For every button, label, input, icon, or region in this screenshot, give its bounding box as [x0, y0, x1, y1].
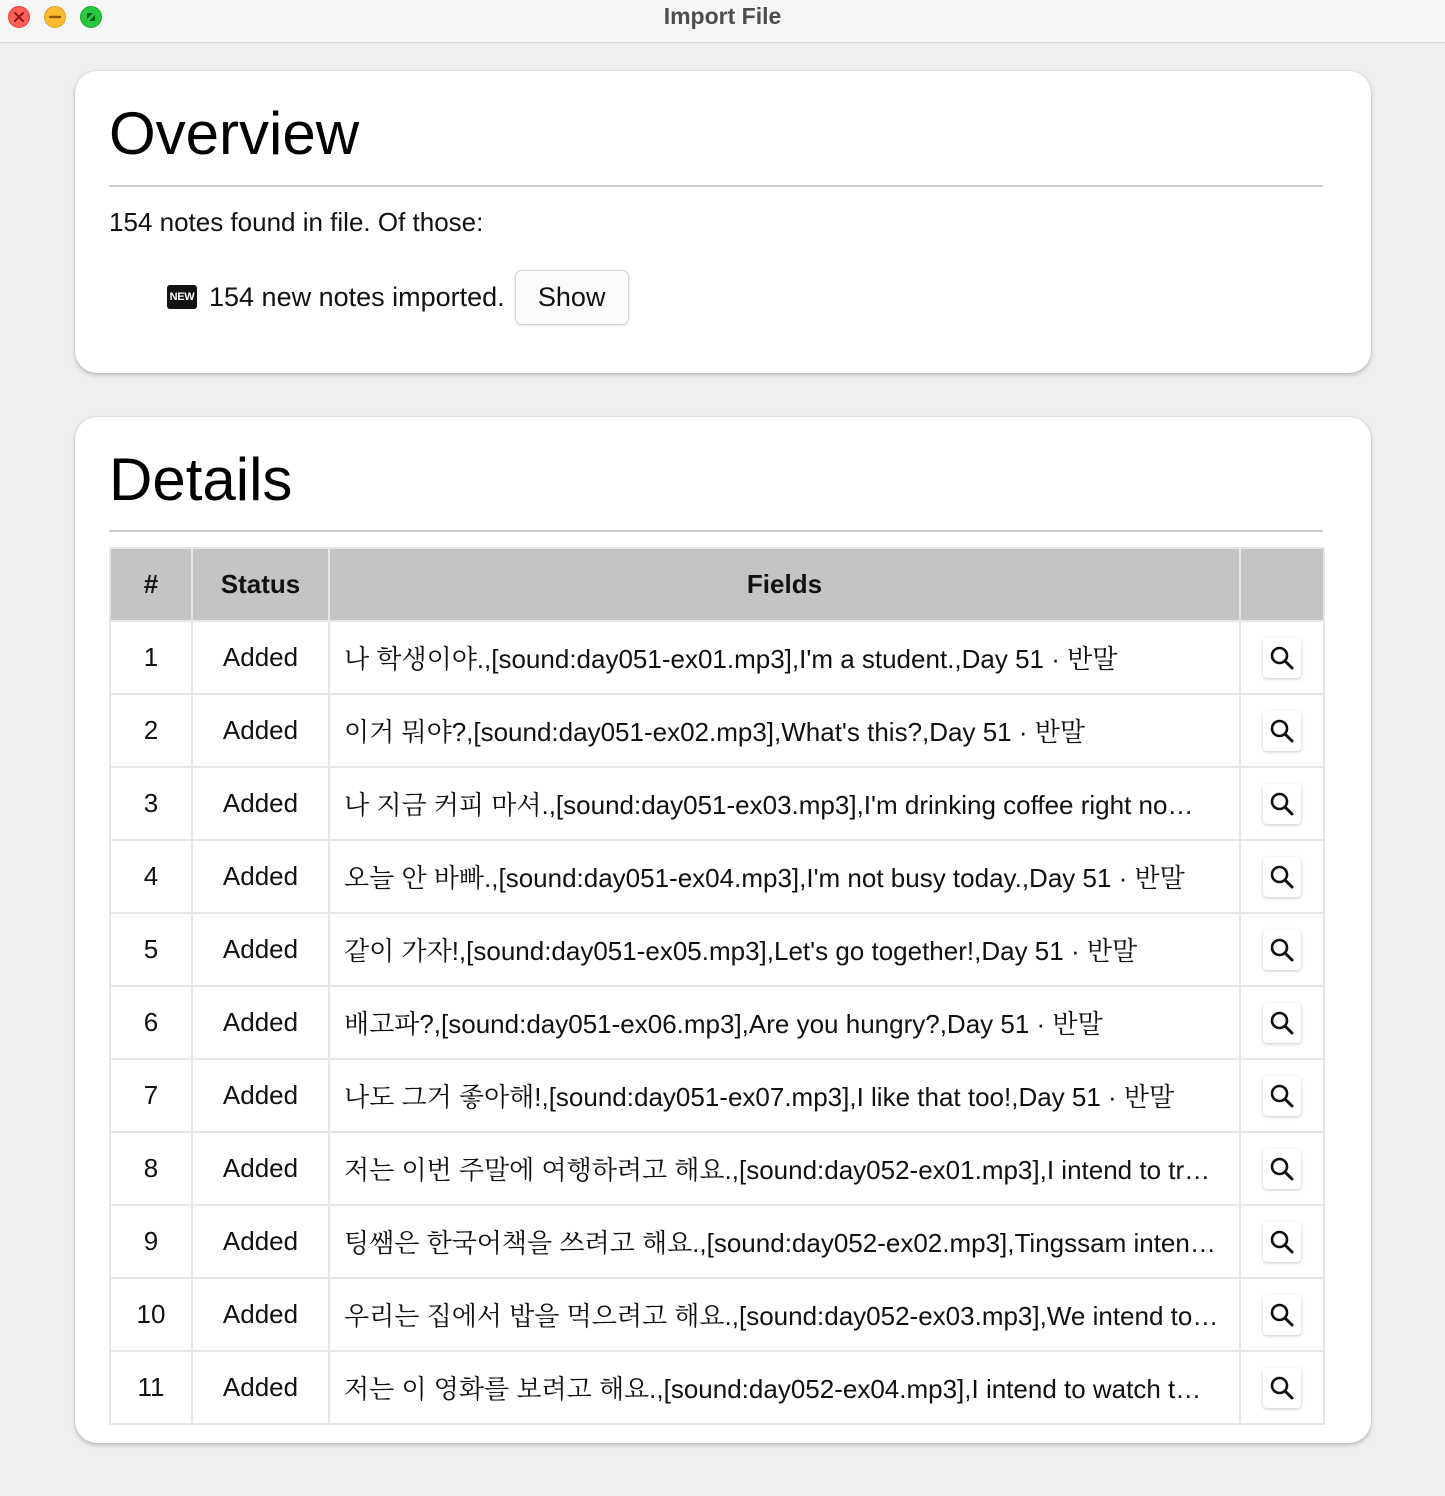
row-number: 8: [110, 1132, 192, 1205]
details-heading: Details: [109, 446, 293, 513]
row-status: Added: [192, 913, 329, 986]
row-number: 9: [110, 1205, 192, 1278]
row-fields: 이거 뭐야?,[sound:day051-ex02.mp3],What's this?,Day 51 · 반말: [329, 694, 1240, 767]
row-status: Added: [192, 1278, 329, 1351]
new-badge-icon: NEW: [167, 285, 197, 309]
table-row[interactable]: [110, 1205, 1324, 1278]
row-fields: 나 학생이야.,[sound:day051-ex01.mp3],I'm a student.,Day 51 · 반말: [329, 621, 1240, 694]
overview-card: [75, 71, 1371, 373]
search-icon: [1268, 717, 1296, 745]
row-fields: 오늘 안 바빠.,[sound:day051-ex04.mp3],I'm not busy today.,Day 51 · 반말: [329, 840, 1240, 913]
row-number: 4: [110, 840, 192, 913]
show-button[interactable]: Show: [515, 270, 629, 325]
column-header-number: #: [110, 548, 192, 621]
row-status: Added: [192, 694, 329, 767]
row-action-cell: [1240, 621, 1324, 694]
row-status: Added: [192, 1205, 329, 1278]
overview-divider: [109, 185, 1323, 187]
search-icon: [1268, 1082, 1296, 1110]
table-row[interactable]: [110, 767, 1324, 840]
row-action-cell: [1240, 1278, 1324, 1351]
column-header-action: [1240, 548, 1324, 621]
search-icon: [1268, 790, 1296, 818]
row-search-button[interactable]: [1263, 1368, 1301, 1408]
search-icon: [1268, 1301, 1296, 1329]
details-divider: [109, 530, 1323, 532]
row-fields: 저는 이번 주말에 여행하려고 해요.,[sound:day052-ex01.mp3],I intend to tr…: [329, 1132, 1240, 1205]
row-fields: 같이 가자!,[sound:day051-ex05.mp3],Let's go together!,Day 51 · 반말: [329, 913, 1240, 986]
row-status: Added: [192, 621, 329, 694]
table-row[interactable]: [110, 1059, 1324, 1132]
table-row[interactable]: [110, 694, 1324, 767]
row-action-cell: [1240, 1132, 1324, 1205]
row-number: 5: [110, 913, 192, 986]
column-header-fields: Fields: [329, 548, 1240, 621]
row-number: 2: [110, 694, 192, 767]
table-row[interactable]: [110, 1132, 1324, 1205]
row-number: 6: [110, 986, 192, 1059]
search-icon: [1268, 1228, 1296, 1256]
row-search-button[interactable]: [1263, 1076, 1301, 1116]
row-number: 11: [110, 1351, 192, 1424]
table-row[interactable]: [110, 840, 1324, 913]
row-action-cell: [1240, 986, 1324, 1059]
column-header-status: Status: [192, 548, 329, 621]
row-action-cell: [1240, 767, 1324, 840]
row-action-cell: [1240, 913, 1324, 986]
table-row[interactable]: [110, 1278, 1324, 1351]
row-status: Added: [192, 767, 329, 840]
row-fields: 우리는 집에서 밥을 먹으려고 해요.,[sound:day052-ex03.mp3],We intend to…: [329, 1278, 1240, 1351]
row-search-button[interactable]: [1263, 638, 1301, 678]
table-header-row: [110, 548, 1324, 621]
table-row[interactable]: [110, 986, 1324, 1059]
row-status: Added: [192, 986, 329, 1059]
overview-summary: 154 notes found in file. Of those:: [109, 207, 484, 237]
row-search-button[interactable]: [1263, 784, 1301, 824]
row-action-cell: [1240, 1205, 1324, 1278]
search-icon: [1268, 1155, 1296, 1183]
row-search-button[interactable]: [1263, 711, 1301, 751]
row-action-cell: [1240, 840, 1324, 913]
new-notes-line: [167, 269, 629, 325]
search-icon: [1268, 936, 1296, 964]
row-action-cell: [1240, 1059, 1324, 1132]
row-search-button[interactable]: [1263, 1003, 1301, 1043]
table-row[interactable]: [110, 621, 1324, 694]
table-row[interactable]: [110, 913, 1324, 986]
details-card: [75, 417, 1371, 1443]
row-search-button[interactable]: [1263, 857, 1301, 897]
new-notes-text: 154 new notes imported.: [209, 281, 505, 312]
window-title: Import File: [663, 3, 782, 29]
row-number: 10: [110, 1278, 192, 1351]
row-fields: 저는 이 영화를 보려고 해요.,[sound:day052-ex04.mp3],I intend to watch t…: [329, 1351, 1240, 1424]
row-number: 7: [110, 1059, 192, 1132]
row-number: 1: [110, 621, 192, 694]
search-icon: [1268, 863, 1296, 891]
table-row[interactable]: [110, 1351, 1324, 1424]
row-action-cell: [1240, 694, 1324, 767]
row-search-button[interactable]: [1263, 1222, 1301, 1262]
search-icon: [1268, 1374, 1296, 1402]
row-number: 3: [110, 767, 192, 840]
row-status: Added: [192, 1132, 329, 1205]
row-fields: 나 지금 커피 마셔.,[sound:day051-ex03.mp3],I'm drinking coffee right no…: [329, 767, 1240, 840]
title-bar: [0, 0, 1445, 43]
search-icon: [1268, 1009, 1296, 1037]
row-status: Added: [192, 840, 329, 913]
row-status: Added: [192, 1351, 329, 1424]
row-fields: 배고파?,[sound:day051-ex06.mp3],Are you hungry?,Day 51 · 반말: [329, 986, 1240, 1059]
row-search-button[interactable]: [1263, 1295, 1301, 1335]
search-icon: [1268, 644, 1296, 672]
row-fields: 나도 그거 좋아해!,[sound:day051-ex07.mp3],I like that too!,Day 51 · 반말: [329, 1059, 1240, 1132]
details-table: [109, 547, 1325, 1425]
row-search-button[interactable]: [1263, 930, 1301, 970]
overview-heading: Overview: [109, 100, 360, 167]
row-fields: 팅쌤은 한국어책을 쓰려고 해요.,[sound:day052-ex02.mp3],Tingssam inten…: [329, 1205, 1240, 1278]
row-search-button[interactable]: [1263, 1149, 1301, 1189]
row-status: Added: [192, 1059, 329, 1132]
row-action-cell: [1240, 1351, 1324, 1424]
